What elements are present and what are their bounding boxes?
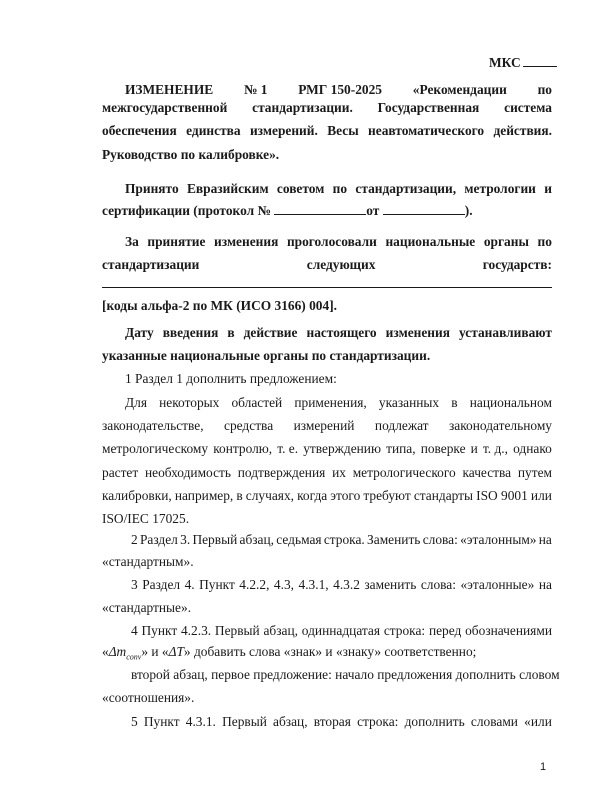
item4-line-3: второй абзац, первое предложение: начало предложения дополнить словом <box>131 667 560 682</box>
item4-line-4: «соотношения». <box>102 690 195 705</box>
item3-line-2: «стандартные». <box>102 600 192 615</box>
protocol-label: сертификации (протокол № <box>102 203 271 218</box>
item4-line-2: «$\Delta m_{conv}$» и «ΔT» добавить слова «знак» и «знаку» соответственно; <box>102 644 477 662</box>
protocol-date-label: от <box>366 203 380 218</box>
title-line-1: ИЗМЕНЕНИЕ № 1 РМГ 150-2025 «Рекомендации по <box>125 82 552 97</box>
codes-line: [коды альфа-2 по МК (ИСО 3166) 004]. <box>102 298 337 313</box>
intro-line-1: Дату введения в действие настоящего изменения устанавливают <box>125 325 552 340</box>
voted-line-1: За принятие изменения проголосовали национальные органы по <box>125 234 552 249</box>
item3-line-1: 3 Раздел 4. Пункт 4.2.2, 4.3, 4.3.1, 4.3.2 заменить слова: «эталонные» на <box>131 577 552 592</box>
item1-line-2: законодательстве, средства измерений подлежат законодательному <box>102 418 552 433</box>
item2-line-1: 2 Раздел 3. Первый абзац, седьмая строка. Заменить слова: «эталонным» на <box>131 532 552 547</box>
item1-line-5: калибровки, например, в случаях, когда этого требуют стандарты ISO 9001 или <box>102 488 552 503</box>
delta-t-symbol: ΔT <box>168 644 184 659</box>
item1-line-4: растет необходимость подтверждения их метрологического качества путем <box>102 465 552 480</box>
item1-line-6: ISO/IEC 17025. <box>102 511 190 526</box>
item4-line-1: 4 Пункт 4.2.3. Первый абзац, одиннадцатая строка: перед обозначениями <box>131 623 552 638</box>
countries-blank-line <box>102 287 552 288</box>
mks-label: МКС <box>489 55 521 70</box>
title-line-2: межгосударственной стандартизации. Государственная система <box>102 100 552 115</box>
item1-heading: 1 Раздел 1 дополнить предложением: <box>125 371 337 386</box>
title-line-3: обеспечения единства измерений. Весы неавтоматического действия. <box>102 123 552 138</box>
protocol-date-blank <box>383 201 465 215</box>
title-line-4: Руководство по калибровке». <box>102 147 280 162</box>
item2-line-2: «стандартным». <box>102 554 194 569</box>
delta-m-conv-symbol: Δm <box>108 644 127 659</box>
item5-line-1: 5 Пункт 4.3.1. Первый абзац, вторая строка: дополнить словами «или <box>131 714 552 729</box>
voted-line-2: стандартизации следующих государств: <box>102 257 552 272</box>
item1-line-3: метрологическому контролю, т. е. утверждению типа, поверке и т. д., однако <box>102 441 552 456</box>
accepted-line-2: сертификации (протокол № от ). <box>102 203 473 218</box>
protocol-number-blank <box>274 201 366 215</box>
page-number: 1 <box>540 761 547 773</box>
accepted-line-1: Принято Евразийским советом по стандартизации, метрологии и <box>125 181 552 196</box>
item1-line-1: Для некоторых областей применения, указанных в национальном <box>125 395 552 410</box>
mks-header <box>489 53 557 71</box>
intro-line-2: указанные национальные органы по стандартизации. <box>102 348 431 363</box>
